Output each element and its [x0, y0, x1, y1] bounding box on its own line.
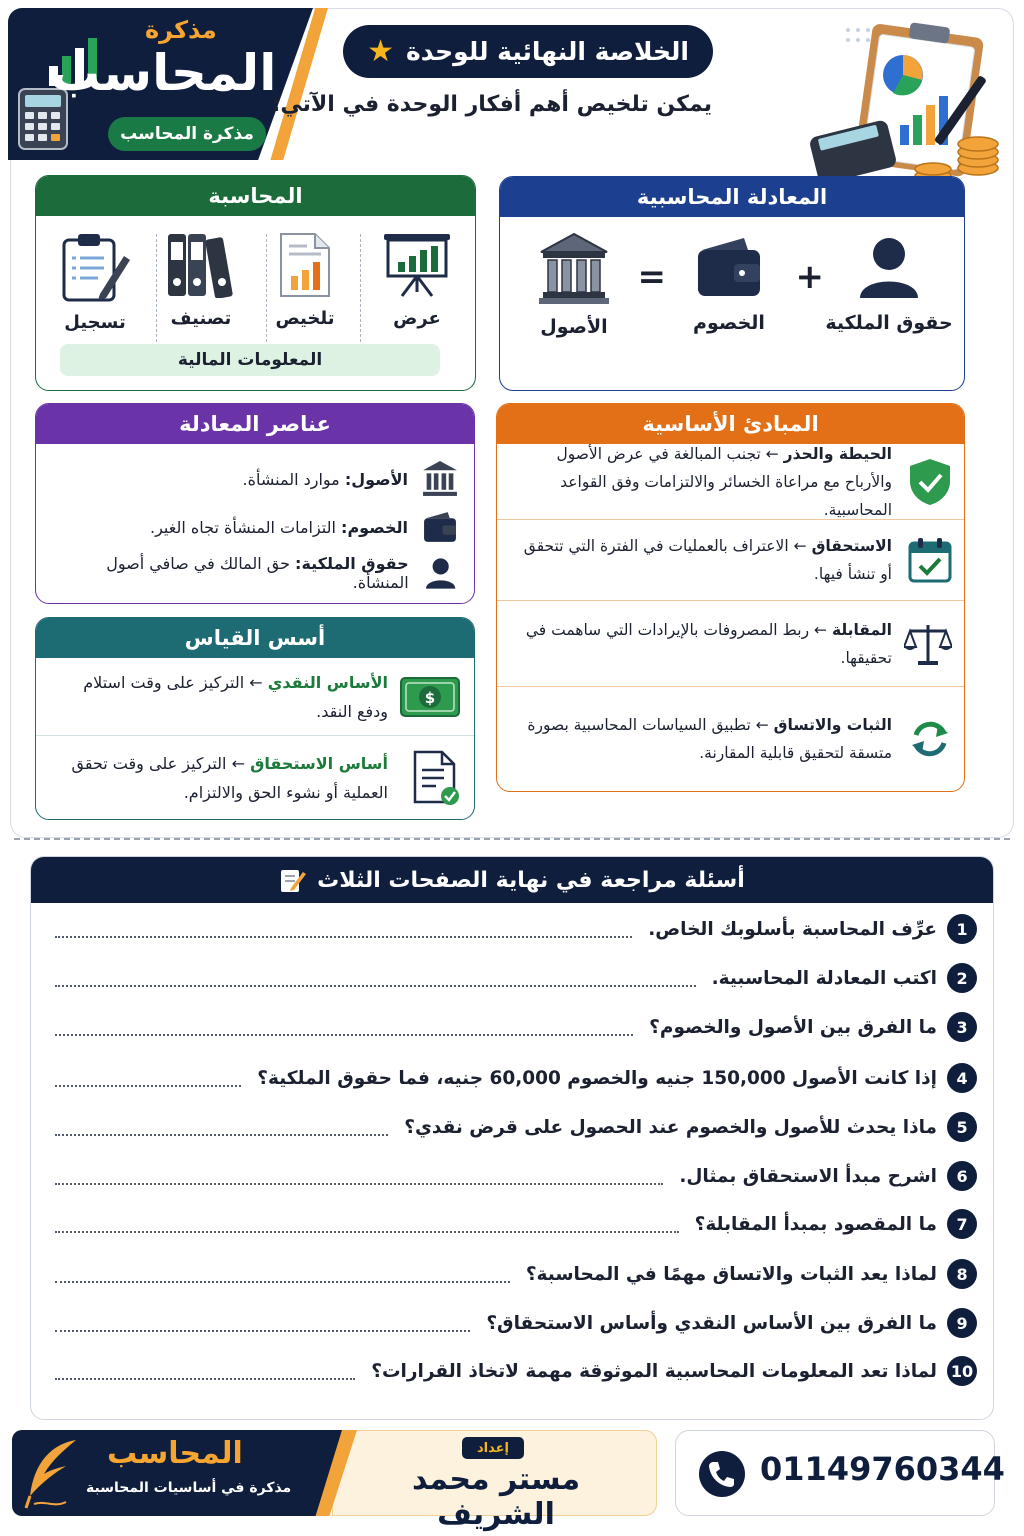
- liabilities-item: [664, 232, 794, 334]
- assets-label: الأصول: [540, 316, 608, 338]
- principle-text: [511, 440, 892, 524]
- question-row: [55, 961, 977, 995]
- question-text: لماذا تعد المعلومات المحاسبية الموثوقة مهمة لاتخاذ القرارات؟: [371, 1360, 937, 1382]
- question-number: 4: [947, 1063, 977, 1093]
- financial-info-band: المعلومات المالية: [60, 344, 440, 376]
- principle-desc: الاعتراف بالعمليات في الفترة التي تتحقق أو تنشأ فيها.: [523, 537, 892, 583]
- title-text: الخلاصة النهائية للوحدة: [405, 37, 689, 66]
- principle-text: [511, 711, 892, 767]
- measurement-term: الأساس النقدي: [267, 672, 388, 692]
- element-term: حقوق الملكية:: [295, 554, 409, 573]
- principle-term: الاستحقاق: [811, 537, 892, 555]
- principle-row: [497, 687, 964, 791]
- question-text: اكتب المعادلة المحاسبية.: [711, 967, 937, 989]
- classify-label: تصنيف: [170, 308, 232, 329]
- measurement-desc: التركيز على وقت تحقق العملية أو نشوء الحق والالتزام.: [71, 753, 388, 802]
- arrow: ←: [793, 537, 807, 555]
- principle-row: [497, 444, 964, 520]
- element-text: حق المالك في صافي أصول المنشأة.: [106, 554, 409, 592]
- answer-line[interactable]: [55, 1362, 355, 1380]
- question-number: 8: [947, 1259, 977, 1289]
- questions-title-text: أسئلة مراجعة في نهاية الصفحات الثلاث: [317, 867, 745, 893]
- dashed-separator: [14, 838, 1010, 840]
- equation-elements-card: [35, 403, 475, 604]
- question-row: [55, 1354, 977, 1388]
- measurement-term: أساس الاستحقاق: [250, 753, 388, 773]
- clipboard-icon: [60, 232, 130, 302]
- question-number: 5: [947, 1112, 977, 1142]
- question-text: اشرح مبدأ الاستحقاق بمثال.: [679, 1165, 937, 1187]
- principles-card: [496, 403, 965, 792]
- clipboard-chart-illustration: [808, 10, 1008, 190]
- page-subtitle: يمكن تلخيص أهم أفكار الوحدة في الآتي:: [271, 92, 712, 117]
- questions-title: [31, 857, 993, 903]
- principle-term: المقابلة: [831, 620, 892, 639]
- principle-desc: تجنب المبالغة في عرض الأصول والأرباح مع مراعاة الخسائر والالتزامات وفق القواعد المحاسبية.: [556, 444, 892, 519]
- accounting-card-title: المحاسبة: [36, 176, 475, 216]
- principles-card-title: المبادئ الأساسية: [497, 404, 964, 444]
- summarize-item: [255, 232, 355, 329]
- prepared-by-tag: إعداد: [462, 1437, 524, 1459]
- summarize-label: تلخيص: [275, 308, 335, 329]
- bank-icon: [422, 460, 458, 498]
- principle-desc: ربط المصروفات بالإيرادات التي ساهمت في تحقيقها.: [525, 620, 892, 667]
- equation-card-title: المعادلة المحاسبية: [500, 177, 964, 217]
- equity-item: [824, 232, 954, 334]
- question-text: ما المقصود بمبدأ المقابلة؟: [694, 1213, 937, 1235]
- svg-text:$: $: [424, 688, 436, 707]
- person-icon: [854, 232, 924, 302]
- quill-icon: [22, 1438, 80, 1510]
- question-text: ما الفرق بين الأساس النقدي وأساس الاستحقاق؟: [486, 1312, 937, 1334]
- record-label: تسجيل: [64, 312, 126, 333]
- logo-pill: مذكرة المحاسب: [108, 117, 266, 151]
- element-row: [52, 553, 458, 593]
- document-check-icon: [412, 750, 460, 806]
- presentation-icon: [382, 232, 452, 298]
- arrow: ←: [765, 444, 779, 463]
- measurement-bases-card: [35, 617, 475, 820]
- question-row: [55, 1110, 977, 1144]
- shield-icon: [908, 457, 952, 507]
- pencil-note-icon: [279, 866, 307, 894]
- arrow: ←: [755, 716, 769, 734]
- answer-line[interactable]: [55, 969, 696, 987]
- element-desc: [52, 554, 409, 592]
- measurement-text: [52, 749, 388, 807]
- divider: [156, 234, 157, 342]
- element-term: الأصول:: [344, 469, 408, 489]
- divider: [360, 234, 361, 342]
- page-title: [343, 25, 713, 78]
- footer-brand-subtitle: مذكرة في أساسيات المحاسبة: [86, 1480, 292, 1496]
- question-row: [55, 1207, 977, 1241]
- arrow: ←: [231, 753, 245, 773]
- answer-line[interactable]: [55, 1215, 679, 1233]
- author-name: مستر محمد الشريف: [411, 1462, 581, 1532]
- plus-sign: +: [795, 257, 824, 297]
- phone-icon: [698, 1450, 746, 1498]
- element-desc: [243, 470, 409, 489]
- question-row: [55, 1257, 977, 1291]
- assets-item: [509, 232, 639, 338]
- elements-card-title: عناصر المعادلة: [36, 404, 474, 444]
- principle-text: [511, 532, 892, 588]
- classify-item: [151, 232, 251, 329]
- question-row: [55, 1306, 977, 1340]
- wallet-icon: [694, 232, 764, 302]
- wallet-icon: [422, 509, 458, 545]
- question-number: 7: [947, 1209, 977, 1239]
- report-icon: [277, 232, 333, 298]
- present-item: [367, 232, 467, 329]
- question-text: ما الفرق بين الأصول والخصوم؟: [649, 1016, 937, 1038]
- principle-text: [511, 616, 892, 672]
- divider: [266, 234, 267, 342]
- question-number: 2: [947, 963, 977, 993]
- accounting-card: [35, 175, 476, 391]
- person-icon: [423, 555, 458, 591]
- answer-line[interactable]: [55, 1118, 388, 1136]
- cash-icon: [400, 677, 460, 717]
- scale-icon: [904, 621, 952, 667]
- liabilities-label: الخصوم: [693, 312, 765, 334]
- phone-number[interactable]: 01149760344: [760, 1450, 1005, 1488]
- refresh-icon: [908, 717, 952, 761]
- question-number: 10: [947, 1356, 977, 1386]
- logo-main-text: المحاسب: [50, 44, 277, 102]
- element-row: [52, 459, 458, 499]
- element-desc: [150, 518, 408, 537]
- principle-row: [497, 601, 964, 687]
- principle-term: الحيطة والحذر: [783, 444, 892, 463]
- question-row: [55, 1061, 977, 1095]
- question-number: 3: [947, 1012, 977, 1042]
- question-row: [55, 1159, 977, 1193]
- question-text: ماذا يحدث للأصول والخصوم عند الحصول على قرض نقدي؟: [404, 1116, 937, 1138]
- record-item: [45, 232, 145, 333]
- answer-line[interactable]: [55, 1069, 241, 1087]
- answer-line[interactable]: [55, 1167, 663, 1185]
- measurement-row: [36, 736, 474, 819]
- arrow: ←: [814, 620, 827, 639]
- answer-line[interactable]: [55, 1265, 510, 1283]
- equals-sign: =: [637, 257, 666, 297]
- measurement-desc: التركيز على وقت استلام ودفع النقد.: [83, 672, 388, 721]
- question-text: لماذا يعد الثبات والاتساق مهمًا في المحاسبة؟: [525, 1263, 937, 1285]
- answer-line[interactable]: [55, 920, 632, 938]
- star-icon: ★: [367, 34, 394, 69]
- element-row: [52, 507, 458, 547]
- answer-line[interactable]: [55, 1018, 633, 1036]
- principle-desc: تطبيق السياسات المحاسبية بصورة متسقة لتحقيق قابلية المقارنة.: [527, 716, 892, 762]
- question-text: عرِّف المحاسبة بأسلوبك الخاص.: [648, 918, 937, 940]
- question-number: 1: [947, 914, 977, 944]
- review-questions: [30, 856, 994, 1420]
- principle-term: الثبات والاتساق: [773, 716, 892, 734]
- binders-icon: [166, 232, 236, 298]
- calendar-check-icon: [908, 537, 952, 583]
- question-number: 9: [947, 1308, 977, 1338]
- principle-row: [497, 520, 964, 601]
- question-row: [55, 1010, 977, 1044]
- footer-brand: المحاسب: [107, 1436, 243, 1471]
- present-label: عرض: [393, 308, 441, 329]
- question-number: 6: [947, 1161, 977, 1191]
- element-text: التزامات المنشأة تجاه الغير.: [150, 517, 336, 537]
- question-row: [55, 912, 977, 946]
- equation-card: [499, 176, 965, 391]
- element-term: الخصوم:: [341, 517, 408, 537]
- answer-line[interactable]: [55, 1314, 470, 1332]
- logo-top-text: مذكرة: [145, 16, 217, 44]
- equity-label: حقوق الملكية: [825, 312, 953, 334]
- element-text: موارد المنشأة.: [242, 469, 340, 489]
- measurement-text: [52, 668, 388, 726]
- measurement-row: [36, 658, 474, 736]
- arrow: ←: [249, 672, 263, 692]
- measurement-card-title: أسس القياس: [36, 618, 474, 658]
- bank-icon: [539, 232, 609, 306]
- question-text: إذا كانت الأصول 150,000 جنيه والخصوم 60,000 جنيه، فما حقوق الملكية؟: [257, 1067, 937, 1089]
